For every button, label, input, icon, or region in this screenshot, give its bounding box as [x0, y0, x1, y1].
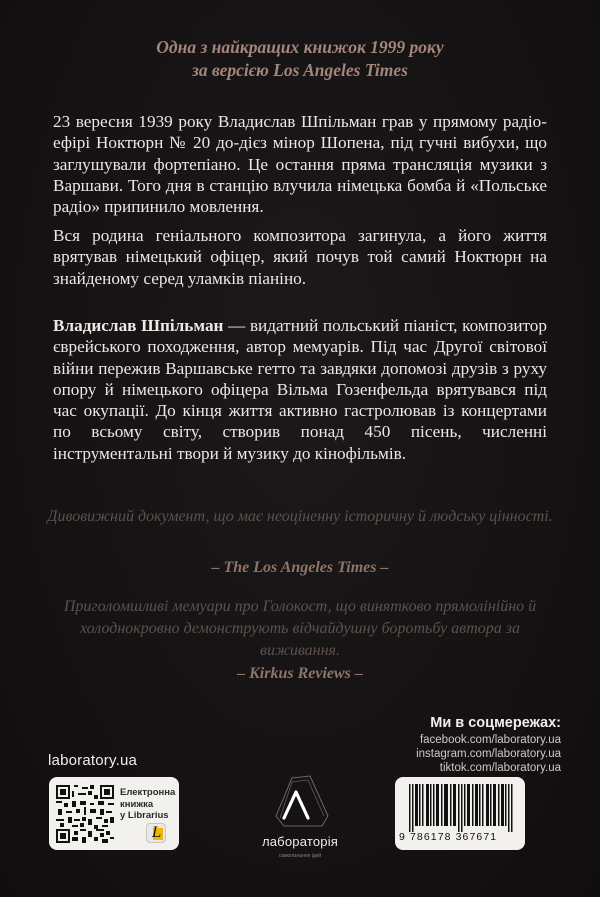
isbn-barcode [395, 777, 525, 850]
author-bio-paragraph [53, 315, 547, 464]
librarius-ebook-card[interactable] [49, 777, 179, 850]
publisher-logo [248, 772, 352, 859]
publisher-tagline: самопізнання ідей [278, 853, 322, 859]
social-links [416, 714, 561, 775]
librarius-line-1: Електронна [120, 787, 176, 798]
synopsis-paragraph-1: 23 вересня 1939 року Владислав Шпільман грав у прямому радіоефірі Ноктюрн № 20 до-дієз мінор Шопена, під гучні вибухи, що заглушували фортепіано. Це остання пряма трансляція музики з Варшави. Того дня в станцію влучила німецька бомба й «Польське радіо» припинило мовлення. [53, 112, 547, 217]
author-name: Владислав Шпільман [53, 316, 224, 335]
instagram-link[interactable]: instagram.com/laboratory.ua [416, 748, 561, 760]
facebook-link[interactable]: facebook.com/laboratory.ua [419, 734, 561, 746]
synopsis-paragraph-2: Вся родина геніального композитора загинула, а його життя врятував німецький офіцер, який почув той самий Ноктюрн на знайденому серед уламків піаніно. [53, 226, 547, 288]
award-headline [0, 36, 600, 82]
review-source-2: – Kirkus Reviews – [237, 665, 363, 682]
librarius-label [120, 787, 175, 822]
isbn-number: 9 786178 367671 [399, 831, 498, 843]
qr-code-icon[interactable] [56, 785, 114, 843]
laboratory-triangle-icon [270, 772, 330, 832]
librarius-line-2: книжка [120, 798, 154, 810]
headline-line-2: за версією Los Angeles Times [192, 60, 408, 80]
website-link[interactable]: laboratory.ua [48, 752, 138, 769]
review-quote-2: Приголомшливі мемуари про Голокост, що винятково прямолінійно й холоднокровно демонструють відчайдушну боротьбу автора за виживання. [63, 598, 537, 659]
review-quote-1: Дивовижний документ, що має неоціненну історичну й людську цінності. [47, 508, 553, 525]
review-source-1: – The Los Angeles Times – [211, 559, 389, 576]
tiktok-link[interactable]: tiktok.com/laboratory.ua [439, 762, 561, 774]
headline-line-1: Одна з найкращих книжок 1999 року [156, 37, 444, 57]
social-title: Ми в соцмережах: [430, 715, 561, 731]
librarius-logo-icon [146, 823, 166, 843]
librarius-logo-letter: L [152, 825, 162, 841]
librarius-line-3: у Librarius [120, 810, 169, 821]
barcode-icon [409, 784, 513, 832]
publisher-name: лабораторія [261, 834, 339, 849]
author-bio-text: — видатний польський піаніст, композитор єврейського походження, автор мемуарів. Під час Другої світової війни пережив Варшавське гетто та завдяки допомозі друзів з руху опору й німецького офіцера Вільма Гозенфельда врятувався під час окупації. До кінця життя активно гастролював із концертами по всьому світу, створив понад 450 пісень, численні інструментальні твори й музику до кінофільмів. [53, 316, 547, 463]
